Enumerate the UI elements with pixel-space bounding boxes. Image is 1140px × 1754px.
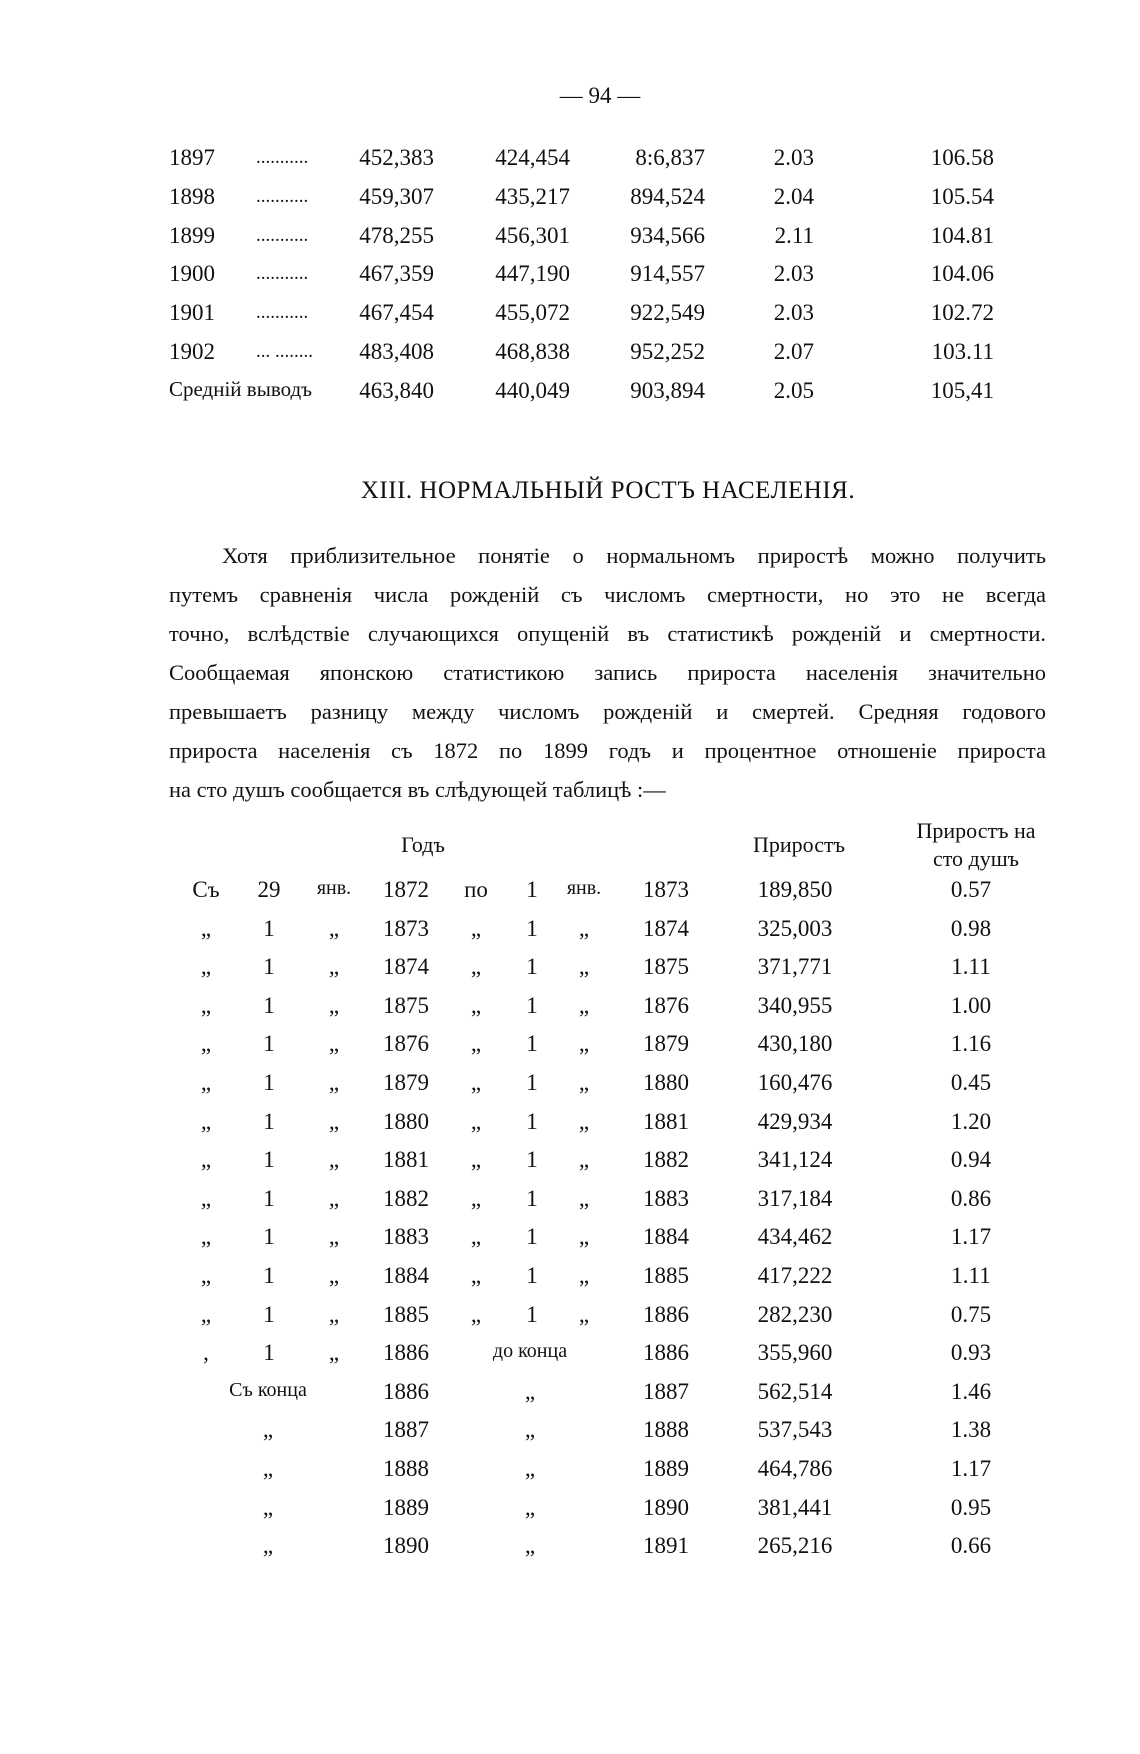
cell-y2: 1879 <box>643 1031 689 1057</box>
cell-c: „ <box>328 1031 340 1057</box>
cell-a: „ <box>200 1224 212 1250</box>
cell-g: 417,222 <box>757 1263 833 1288</box>
cell-dots: ........... <box>256 224 309 246</box>
cell-g: 282,230 <box>757 1301 833 1327</box>
cell-y1: 1886 <box>383 1378 429 1404</box>
cell-c3: 8:6,837 <box>635 145 705 170</box>
header-growth: Приростъ <box>753 832 845 857</box>
cell-ab: „ <box>262 1494 274 1520</box>
cell-f: „ <box>578 1263 590 1288</box>
cell-y2: 1887 <box>643 1378 689 1404</box>
cell-y2: 1874 <box>643 915 689 941</box>
cell-p: 0.98 <box>950 915 992 941</box>
cell-d: „ <box>470 1108 482 1134</box>
cell-y1: 1875 <box>383 992 429 1018</box>
cell-p: 0.75 <box>950 1301 992 1327</box>
cell-p: 1.11 <box>951 1263 991 1288</box>
cell-e: 1 <box>526 877 538 902</box>
cell-c4: 2.04 <box>773 183 814 209</box>
cell-a: , <box>203 1340 209 1366</box>
cell-c: „ <box>328 1224 340 1250</box>
cell-c2: 455,072 <box>495 300 570 326</box>
paragraph-line: путемъ сравненія числа рожденій съ числомъ смертности, но это не всегда <box>169 582 1046 607</box>
header-year: Годъ <box>401 832 445 857</box>
cell-e: 1 <box>526 1301 538 1327</box>
cell-d: „ <box>470 1031 482 1057</box>
cell-y1: 1884 <box>383 1263 429 1288</box>
cell-y2: 1890 <box>643 1494 689 1520</box>
cell-y1: 1885 <box>383 1301 429 1327</box>
cell-c1: 459,307 <box>359 183 434 209</box>
cell-y2: 1876 <box>643 992 689 1018</box>
cell-a: „ <box>200 1031 212 1057</box>
cell-c2: 440,049 <box>495 377 570 403</box>
cell-g: 189,850 <box>757 877 833 902</box>
cell-e: 1 <box>526 954 538 980</box>
cell-a: „ <box>200 1263 212 1288</box>
cell-y1: 1876 <box>383 1031 429 1057</box>
cell-d: по <box>464 877 488 902</box>
cell-c3: 914,557 <box>630 261 705 287</box>
cell-g: 325,003 <box>757 915 833 941</box>
cell-c5: 104.81 <box>930 222 994 248</box>
cell-p: 0.94 <box>950 1147 992 1173</box>
cell-year: 1901 <box>169 300 215 326</box>
cell-g: 381,441 <box>757 1494 833 1520</box>
section-heading: XIII. НОРМАЛЬНЫЙ РОСТЪ НАСЕЛЕНІЯ. <box>360 477 856 504</box>
cell-c: „ <box>328 915 340 941</box>
cell-ab: Съ конца <box>229 1378 307 1401</box>
cell-c: „ <box>328 1147 340 1173</box>
cell-p: 0.57 <box>950 877 992 902</box>
cell-y2: 1880 <box>643 1070 689 1095</box>
cell-d: „ <box>470 1263 482 1288</box>
cell-g: 562,514 <box>757 1378 833 1404</box>
paragraph-line: превышаетъ разницу между числомъ рожденій и смертей. Средняя годового <box>169 699 1046 724</box>
cell-y2: 1883 <box>643 1185 689 1211</box>
cell-b: 1 <box>263 1185 275 1211</box>
cell-year: Средній выводъ <box>169 376 313 401</box>
cell-y1: 1887 <box>383 1417 429 1443</box>
paragraph-line: Хотя приблизительное понятіе о нормальномъ приростѣ можно получить <box>222 543 1046 568</box>
cell-g: 429,934 <box>757 1108 833 1134</box>
cell-b: 1 <box>263 992 275 1018</box>
cell-a: „ <box>200 1070 212 1095</box>
cell-c3: 934,566 <box>630 222 705 248</box>
cell-a: „ <box>200 1301 212 1327</box>
cell-dots: ........... <box>256 147 309 168</box>
cell-a: „ <box>200 1108 212 1134</box>
cell-f: „ <box>578 954 590 980</box>
paragraph-line: точно, вслѣдствіе случающихся опущеній въ статистикѣ рожденій и смертности. <box>169 621 1046 646</box>
cell-f: „ <box>578 1031 590 1057</box>
cell-p: 0.45 <box>950 1070 992 1095</box>
cell-d: „ <box>470 1224 482 1250</box>
cell-c3: 894,524 <box>630 183 705 209</box>
cell-y1: 1881 <box>383 1147 429 1173</box>
cell-y2: 1886 <box>643 1301 689 1327</box>
cell-b: 1 <box>263 1108 275 1134</box>
cell-y1: 1882 <box>383 1185 429 1211</box>
cell-g: 341,124 <box>757 1147 833 1173</box>
cell-c3: 922,549 <box>630 300 705 326</box>
cell-f: „ <box>578 1147 590 1173</box>
cell-g: 160,476 <box>757 1070 833 1095</box>
cell-g: 371,771 <box>757 954 833 980</box>
cell-y2: 1881 <box>643 1108 689 1134</box>
cell-c: „ <box>328 1070 340 1095</box>
cell-c: „ <box>328 1108 340 1134</box>
cell-year: 1898 <box>169 183 215 209</box>
cell-d: „ <box>470 915 482 941</box>
cell-p: 1.17 <box>950 1224 992 1250</box>
cell-c: „ <box>328 1263 340 1288</box>
cell-year: 1897 <box>169 145 215 170</box>
cell-g: 355,960 <box>757 1340 833 1366</box>
cell-de: „ <box>524 1417 536 1443</box>
cell-e: 1 <box>526 1263 538 1288</box>
cell-y1: 1883 <box>383 1224 429 1250</box>
cell-c4: 2.07 <box>773 339 814 364</box>
cell-y1: 1872 <box>383 877 429 902</box>
cell-y2: 1882 <box>643 1147 689 1173</box>
cell-c4: 2.03 <box>773 300 814 326</box>
cell-c1: 463,840 <box>359 377 434 403</box>
cell-b: 29 <box>257 877 281 902</box>
cell-b: 1 <box>263 915 275 941</box>
cell-c2: 447,190 <box>495 261 570 287</box>
cell-c5: 103.11 <box>931 339 994 364</box>
cell-e: 1 <box>526 1224 538 1250</box>
cell-de: „ <box>524 1494 536 1520</box>
cell-c1: 467,359 <box>359 261 434 287</box>
cell-g: 537,543 <box>757 1417 833 1443</box>
cell-e: 1 <box>526 1031 538 1057</box>
cell-de: „ <box>524 1378 536 1404</box>
cell-f: „ <box>578 1301 590 1327</box>
cell-c: янв. <box>316 877 352 899</box>
cell-g: 434,462 <box>757 1224 833 1250</box>
cell-de: „ <box>524 1533 536 1559</box>
cell-c2: 435,217 <box>495 183 570 209</box>
cell-d: „ <box>470 1070 482 1095</box>
cell-d: „ <box>470 1185 482 1211</box>
cell-e: 1 <box>526 992 538 1018</box>
cell-dots: ........... <box>256 263 309 285</box>
cell-ab: „ <box>262 1417 274 1443</box>
cell-p: 1.11 <box>951 954 991 980</box>
cell-b: 1 <box>263 1340 275 1366</box>
cell-c3: 952,252 <box>630 339 705 364</box>
cell-e: 1 <box>526 1108 538 1134</box>
cell-a: „ <box>200 954 212 980</box>
cell-p: 0.86 <box>950 1185 992 1211</box>
cell-c4: 2.05 <box>773 377 814 403</box>
cell-year: 1899 <box>169 222 215 248</box>
cell-c3: 903,894 <box>630 377 705 403</box>
cell-g: 265,216 <box>757 1533 833 1559</box>
cell-c1: 483,408 <box>359 339 434 364</box>
cell-y1: 1888 <box>383 1456 429 1481</box>
cell-y1: 1880 <box>383 1108 429 1134</box>
cell-g: 317,184 <box>757 1185 833 1211</box>
cell-ab: „ <box>262 1456 274 1481</box>
cell-y2: 1889 <box>643 1456 689 1481</box>
cell-y2: 1873 <box>643 877 689 902</box>
cell-b: 1 <box>263 954 275 980</box>
cell-g: 464,786 <box>757 1456 833 1481</box>
cell-c1: 452,383 <box>359 145 434 170</box>
cell-c: „ <box>328 1185 340 1211</box>
cell-de: до конца <box>492 1340 568 1363</box>
cell-b: 1 <box>263 1301 275 1327</box>
cell-p: 0.93 <box>950 1340 992 1366</box>
cell-y2: 1875 <box>643 954 689 980</box>
cell-f: „ <box>578 1224 590 1250</box>
cell-f: „ <box>578 1070 590 1095</box>
cell-f: „ <box>578 1108 590 1134</box>
cell-f: „ <box>578 992 590 1018</box>
cell-e: 1 <box>526 915 538 941</box>
cell-e: 1 <box>526 1147 538 1173</box>
cell-c: „ <box>328 954 340 980</box>
cell-c1: 478,255 <box>359 222 434 248</box>
cell-year: 1900 <box>169 261 215 287</box>
cell-c2: 424,454 <box>495 145 570 170</box>
cell-b: 1 <box>263 1070 275 1095</box>
cell-c5: 105.54 <box>930 183 994 209</box>
cell-a: „ <box>200 992 212 1018</box>
cell-c4: 2.03 <box>773 145 814 170</box>
cell-c: „ <box>328 992 340 1018</box>
cell-c5: 106.58 <box>930 145 994 170</box>
cell-p: 1.16 <box>950 1031 992 1057</box>
paragraph-line: на сто душъ сообщается въ слѣдующей таблицѣ :— <box>169 777 666 802</box>
cell-p: 0.95 <box>950 1494 992 1520</box>
header-per-100-line2: сто душъ <box>932 846 1020 871</box>
cell-a: „ <box>200 915 212 941</box>
cell-y1: 1874 <box>383 954 429 980</box>
paragraph-line: Сообщаемая японскою статистикою запись прироста населенія значительно <box>169 660 1046 685</box>
cell-dots: ........... <box>256 302 309 324</box>
cell-de: „ <box>524 1456 536 1481</box>
cell-p: 0.66 <box>950 1533 992 1559</box>
cell-c5: 102.72 <box>930 300 994 326</box>
cell-d: „ <box>470 992 482 1018</box>
cell-year: 1902 <box>169 339 215 364</box>
cell-a: „ <box>200 1147 212 1173</box>
page-number: — 94 — <box>559 83 641 108</box>
cell-p: 1.17 <box>950 1456 992 1481</box>
cell-c2: 468,838 <box>495 339 570 364</box>
cell-b: 1 <box>263 1031 275 1057</box>
cell-y1: 1890 <box>383 1533 429 1559</box>
cell-c2: 456,301 <box>495 222 570 248</box>
cell-y2: 1891 <box>643 1533 689 1559</box>
cell-c1: 467,454 <box>359 300 434 326</box>
cell-f: янв. <box>566 877 602 899</box>
cell-dots: ... ........ <box>256 341 313 362</box>
cell-e: 1 <box>526 1070 538 1095</box>
cell-y2: 1884 <box>643 1224 689 1250</box>
paragraph-line: прироста населенія съ 1872 по 1899 годъ и процентное отношеніе прироста <box>169 738 1046 763</box>
cell-y2: 1888 <box>643 1417 689 1443</box>
cell-y1: 1889 <box>383 1494 429 1520</box>
cell-e: 1 <box>526 1185 538 1211</box>
cell-c5: 104.06 <box>930 261 994 287</box>
cell-g: 340,955 <box>757 992 833 1018</box>
cell-ab: „ <box>262 1533 274 1559</box>
cell-g: 430,180 <box>757 1031 833 1057</box>
cell-b: 1 <box>263 1224 275 1250</box>
cell-p: 1.46 <box>950 1378 992 1404</box>
cell-d: „ <box>470 1147 482 1173</box>
cell-c: „ <box>328 1301 340 1327</box>
cell-p: 1.00 <box>950 992 992 1018</box>
cell-f: „ <box>578 1185 590 1211</box>
cell-y1: 1886 <box>383 1340 429 1366</box>
cell-c4: 2.03 <box>773 261 814 287</box>
cell-y1: 1873 <box>383 915 429 941</box>
cell-y1: 1879 <box>383 1070 429 1095</box>
cell-p: 1.38 <box>950 1417 992 1443</box>
cell-y2: 1885 <box>643 1263 689 1288</box>
cell-p: 1.20 <box>950 1108 992 1134</box>
cell-c5: 105,41 <box>930 377 994 403</box>
cell-dots: ........... <box>256 185 309 207</box>
cell-d: „ <box>470 954 482 980</box>
cell-a: Съ <box>192 877 220 902</box>
cell-c4: 2.11 <box>774 222 814 248</box>
cell-d: „ <box>470 1301 482 1327</box>
cell-y2: 1886 <box>643 1340 689 1366</box>
cell-a: „ <box>200 1185 212 1211</box>
body-paragraph <box>169 536 1046 809</box>
cell-c: „ <box>328 1340 340 1366</box>
cell-b: 1 <box>263 1147 275 1173</box>
header-per-100-line1: Приростъ на <box>916 818 1036 843</box>
cell-b: 1 <box>263 1263 275 1288</box>
cell-f: „ <box>578 915 590 941</box>
